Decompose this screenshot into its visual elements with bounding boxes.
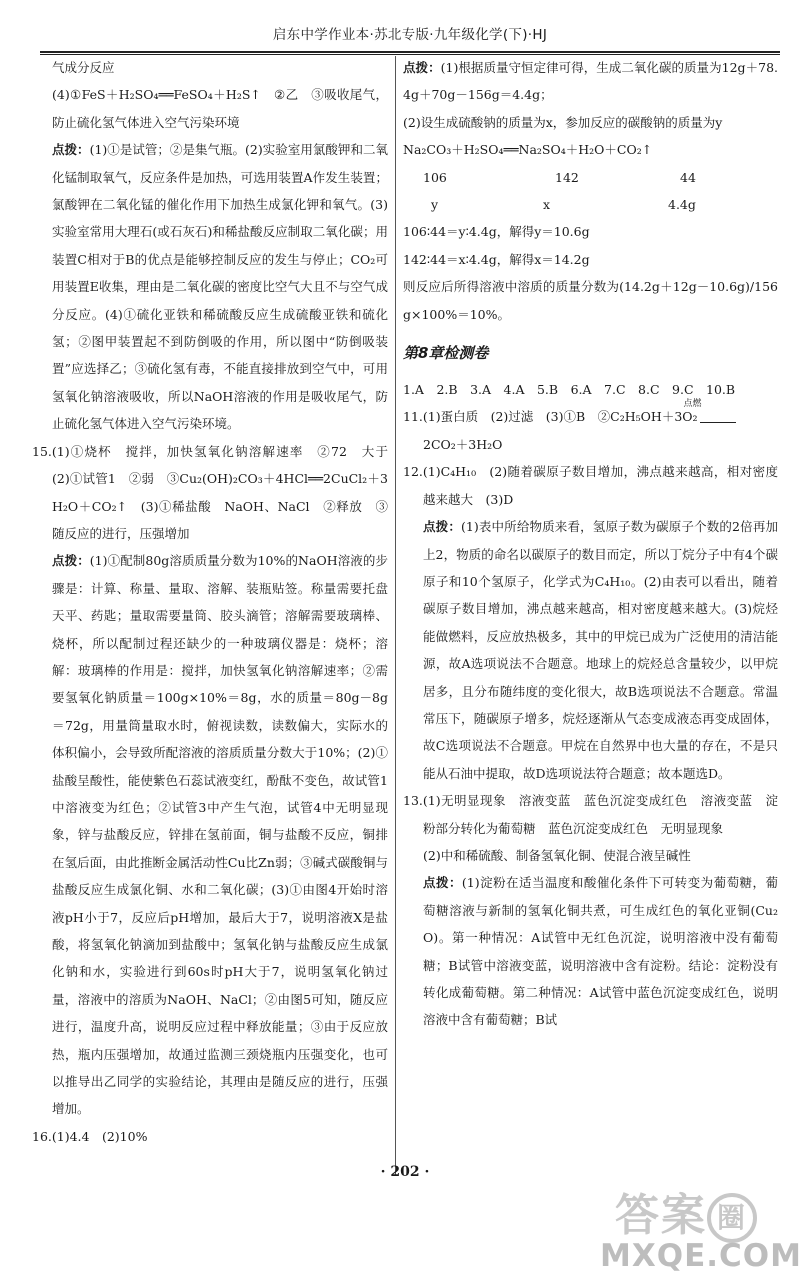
q13-answer: 13.(1)无明显现象 溶液变蓝 蓝色沉淀变成红色 溶液变蓝 淀粉部分转化为葡萄糖 蓝色沉淀变成红色 无明显现象 <box>403 793 778 836</box>
text-line: 气成分反应 <box>52 60 115 75</box>
ratio-cell: 106 <box>423 169 447 185</box>
watermark-logo <box>615 1188 805 1243</box>
solution-line: 则反应后所得溶液中溶质的质量分数为(14.2g＋12g－10.6g)/156g×100%＝10%。 <box>403 279 778 322</box>
ratio-cell: 4.4g <box>668 197 696 213</box>
hint-label: 点拨： <box>423 875 462 891</box>
right-column <box>403 54 778 1034</box>
q14-part4: (4)①FeS＋H₂SO₄══FeSO₄＋H₂S↑ ②乙 ③吸收尾气，防止硫化氢气体进入空气污染环境 <box>52 87 388 130</box>
ratio-cell: x <box>543 197 551 213</box>
hint-label: 点拨： <box>403 60 441 75</box>
ratio-row <box>403 191 778 218</box>
hint-text: (1)根据质量守恒定律可得，生成二氧化碳的质量为12g＋78.4g＋70g－156g＝4.4g； <box>403 60 778 103</box>
reaction-arrow: 点燃 <box>700 412 736 423</box>
ratio-cell: 142 <box>555 169 579 185</box>
running-header: 启东中学作业本·苏北专版·九年级化学(下)·HJ <box>272 27 548 43</box>
q1-10-answers: 1.A 2.B 3.A 4.A 5.B 6.A 7.C 8.C 9.C 10.B <box>403 382 736 398</box>
q12-answer: 12.(1)C₄H₁₀ (2)随着碳原子数目增加，沸点越来越高，相对密度越来越大 (3)D <box>403 464 778 507</box>
column-divider <box>395 56 396 1176</box>
solution-line: 142∶44＝x∶4.4g，解得x＝14.2g <box>403 251 590 267</box>
page-number: · 202 · <box>380 1164 430 1180</box>
text-line: (2)设生成硫酸钠的质量为x，参加反应的碳酸钠的质量为y <box>403 114 723 130</box>
hint-text: (1)表中所给物质来看，氢原子数为碳原子个数的2倍再加上2，物质的命名以碳原子的数目而定，所以丁烷分子中有4个碳原子和10个氢原子，化学式为C₄H₁₀。(2)由表可以看出，随着碳原子数目增加，沸点越来越高，相对密度越来越大。(3)烷烃能做燃料，反应放热极多，其中的甲烷已成为广泛使用的清洁能源，故A选项说法不合题意。地球上的烷烃总含量较少，以甲烷居多，且分布随纬度的变化很大，故B选项说法不合题意。常温常压下，随碳原子增多，烷烃逐渐从气态变成液态再变成固体，故C选项说法不合题意。甲烷在自然界中也大量的存在，不是只能从石油中提取，故D选项说法符合题意；故本题选D。 <box>423 519 778 781</box>
hint-paragraph <box>32 547 388 1123</box>
q11-answer <box>403 399 778 430</box>
section-title: 第8章检测卷 <box>403 344 489 363</box>
hint-label: 点拨： <box>52 553 90 569</box>
ratio-row <box>403 164 778 191</box>
q13-part2: (2)中和稀硫酸、制备氢氧化铜、使混合液呈碱性 <box>423 847 691 863</box>
solution-line: 106∶44＝y∶4.4g，解得y＝10.6g <box>403 224 590 240</box>
hint-paragraph <box>32 136 388 437</box>
q11-text: 11.(1)蛋白质 (2)过滤 (3)①B ②C₂H₅OH＋3O₂ <box>403 409 698 425</box>
hint-paragraph <box>403 869 778 1033</box>
hint-paragraph <box>403 513 778 787</box>
q15-answer: 15.(1)①烧杯 搅拌，加快氢氧化钠溶解速率 ②72 大于 (2)①试管1 ②弱 ③Cu₂(OH)₂CO₃＋4HCl══2CuCl₂＋3H₂O＋CO₂↑ (3)①稀盐酸 NaOH、NaCl ②释放 ③随反应的进行，压强增加 <box>32 443 401 541</box>
q16-answer: 16.(1)4.4 (2)10% <box>32 1128 148 1144</box>
watermark-text: 答案 <box>615 1190 707 1241</box>
chemical-equation: Na₂CO₃＋H₂SO₄══Na₂SO₄＋H₂O＋CO₂↑ <box>403 142 653 158</box>
watermark-url: MXQE.COM <box>600 1238 803 1274</box>
ratio-cell: 44 <box>680 169 696 185</box>
hint-label: 点拨： <box>423 519 461 535</box>
watermark-circle: 圈 <box>707 1193 757 1243</box>
hint-text: (1)①是试管；②是集气瓶。(2)实验室用氯酸钾和二氧化锰制取氧气，反应条件是加热，可选用装置A作发生装置；氯酸钾在二氧化锰的催化作用下加热生成氯化钾和氧气。(3)实验室常用大理石(或石灰石)和稀盐酸反应制取二氧化碳；用装置C相对于B的优点是能够控制反应的发生与停止；CO₂可用装置E收集，理由是二氧化碳的密度比空气大且不与空气成分反应。(4)①硫化亚铁和稀硫酸反应生成硫酸亚铁和硫化氢；②图甲装置起不到防倒吸的作用，所以图中“防倒吸装置”应选择乙；③硫化氢有毒，不能直接排放到空气中，可用氢氧化钠溶液吸收，所以NaOH溶液的作用是吸收尾气，防止硫化氢气体进入空气污染环境。 <box>52 142 388 432</box>
hint-text: (1)①配制80g溶质质量分数为10%的NaOH溶液的步骤是：计算、称量、量取、溶解、装瓶贴签。称量需要托盘天平、药匙；量取需要量筒、胶头滴管；溶解需要玻璃棒、烧杯，所以配制过程还缺少的一种玻璃仪器是：烧杯；溶解：玻璃棒的作用是：搅拌，加快氢氧化钠溶解速率；②需要氢氧化钠质量＝100g×10%＝8g，水的质量＝80g－8g＝72g，用量筒量取水时，俯视读数，读数偏大，实际水的体积偏小，会导致所配溶液的溶质质量分数大于10%；(2)①盐酸呈酸性，能使紫色石蕊试液变红，酚酞不变色，故试管1中溶液变为红色；②试管3中产生气泡，试管4中无明显现象，锌与盐酸反应，锌排在氢前面，铜与盐酸不反应，铜排在氢后面，由此推断金属活动性Cu比Zn弱；③碱式碳酸铜与盐酸反应生成氯化铜、水和二氧化碳；(3)①由图4开始时溶液pH小于7，反应后pH增加，最后大于7，说明溶液X是盐酸，将氢氧化钠滴加到盐酸中；氢氧化钠与盐酸反应生成氯化钠和水，实验进行到60s时pH大于7，说明氢氧化钠过量，溶液中的溶质为NaOH、NaCl；②由图5可知，随反应进行，温度升高，说明反应过程中释放能量；③由于反应放热，瓶内压强增加，故通过监测三颈烧瓶内压强变化，也可以推导出乙同学的实验结论，其理由是随反应的进行，压强增加。 <box>52 553 388 1117</box>
hint-text: (1)淀粉在适当温度和酸催化条件下可转变为葡萄糖，葡萄糖溶液与新制的氢氧化铜共煮，可生成红色的氧化亚铜(Cu₂O)。第一种情况：A试管中无红色沉淀，说明溶液中没有葡萄糖；B试管中溶液变蓝，说明溶液中含有淀粉。结论：淀粉没有转化成葡萄糖。第二种情况：A试管中蓝色沉淀变成红色，说明溶液中含有葡萄糖；B试 <box>423 875 778 1028</box>
ratio-cell: y <box>431 197 439 213</box>
hint-paragraph <box>403 54 778 109</box>
hint-label: 点拨： <box>52 142 90 158</box>
header-rule <box>40 51 780 53</box>
q11-products: 2CO₂＋3H₂O <box>423 436 503 452</box>
left-column <box>32 54 401 1150</box>
